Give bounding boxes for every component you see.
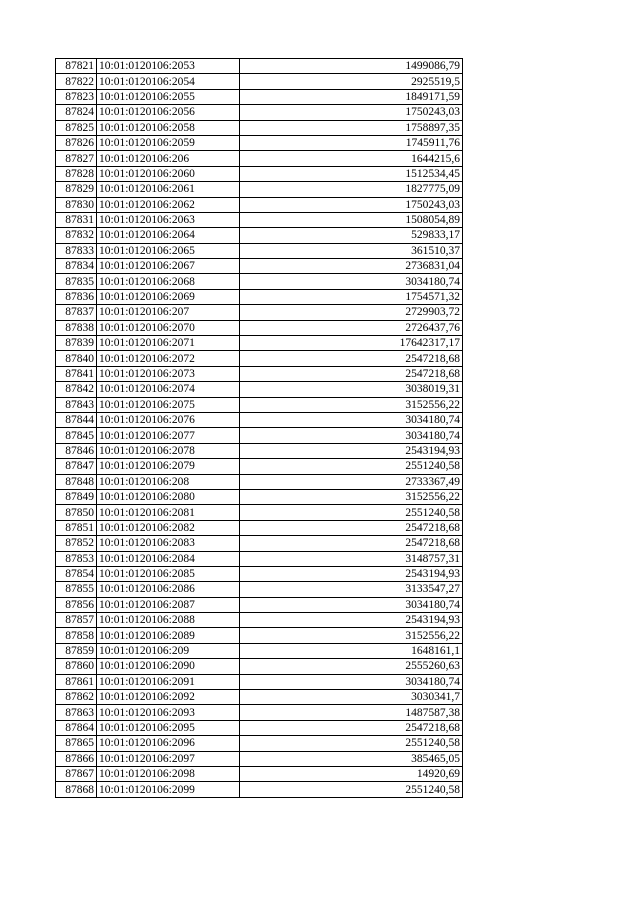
cadastral-number-cell: 10:01:0120106:207 bbox=[97, 305, 240, 320]
row-number-cell: 87828 bbox=[56, 166, 97, 181]
table-row bbox=[56, 443, 463, 458]
table-row bbox=[56, 212, 463, 227]
table-row bbox=[56, 412, 463, 427]
row-number-cell: 87839 bbox=[56, 336, 97, 351]
cadastral-value-cell: 3034180,74 bbox=[240, 597, 463, 612]
cadastral-number-cell: 10:01:0120106:2096 bbox=[97, 736, 240, 751]
row-number-cell: 87837 bbox=[56, 305, 97, 320]
cadastral-value-cell: 3038019,31 bbox=[240, 382, 463, 397]
cadastral-number-cell: 10:01:0120106:2073 bbox=[97, 366, 240, 381]
cadastral-number-cell: 10:01:0120106:2085 bbox=[97, 566, 240, 581]
row-number-cell: 87844 bbox=[56, 412, 97, 427]
table-row bbox=[56, 520, 463, 535]
cadastral-number-cell: 10:01:0120106:2062 bbox=[97, 197, 240, 212]
cadastral-number-cell: 10:01:0120106:2063 bbox=[97, 212, 240, 227]
cadastral-value-cell: 2547218,68 bbox=[240, 351, 463, 366]
cadastral-number-cell: 10:01:0120106:2055 bbox=[97, 89, 240, 104]
row-number-cell: 87821 bbox=[56, 59, 97, 74]
cadastral-number-cell: 10:01:0120106:2070 bbox=[97, 320, 240, 335]
row-number-cell: 87825 bbox=[56, 120, 97, 135]
cadastral-value-cell: 3152556,22 bbox=[240, 489, 463, 504]
row-number-cell: 87852 bbox=[56, 536, 97, 551]
cadastral-value-cell: 3152556,22 bbox=[240, 397, 463, 412]
table-row bbox=[56, 736, 463, 751]
cadastral-value-cell: 3034180,74 bbox=[240, 428, 463, 443]
cadastral-number-cell: 10:01:0120106:2092 bbox=[97, 690, 240, 705]
cadastral-value-cell: 2733367,49 bbox=[240, 474, 463, 489]
cadastral-number-cell: 10:01:0120106:2084 bbox=[97, 551, 240, 566]
row-number-cell: 87863 bbox=[56, 705, 97, 720]
cadastral-number-cell: 10:01:0120106:209 bbox=[97, 643, 240, 658]
table-row bbox=[56, 566, 463, 581]
cadastral-number-cell: 10:01:0120106:2091 bbox=[97, 674, 240, 689]
cadastral-value-cell: 2547218,68 bbox=[240, 536, 463, 551]
cadastral-number-cell: 10:01:0120106:2083 bbox=[97, 536, 240, 551]
table-row bbox=[56, 166, 463, 181]
cadastral-value-cell: 1849171,59 bbox=[240, 89, 463, 104]
table-body bbox=[56, 59, 463, 798]
row-number-cell: 87843 bbox=[56, 397, 97, 412]
table-row bbox=[56, 320, 463, 335]
row-number-cell: 87857 bbox=[56, 613, 97, 628]
cadastral-number-cell: 10:01:0120106:2074 bbox=[97, 382, 240, 397]
row-number-cell: 87867 bbox=[56, 766, 97, 781]
table-row bbox=[56, 74, 463, 89]
cadastral-value-cell: 1750243,03 bbox=[240, 105, 463, 120]
table-row bbox=[56, 351, 463, 366]
cadastral-value-cell: 2551240,58 bbox=[240, 505, 463, 520]
cadastral-number-cell: 10:01:0120106:2079 bbox=[97, 459, 240, 474]
table-row bbox=[56, 674, 463, 689]
row-number-cell: 87829 bbox=[56, 182, 97, 197]
row-number-cell: 87864 bbox=[56, 720, 97, 735]
cadastral-value-cell: 529833,17 bbox=[240, 228, 463, 243]
row-number-cell: 87826 bbox=[56, 135, 97, 150]
table-row bbox=[56, 690, 463, 705]
cadastral-number-cell: 10:01:0120106:2080 bbox=[97, 489, 240, 504]
row-number-cell: 87860 bbox=[56, 659, 97, 674]
row-number-cell: 87854 bbox=[56, 566, 97, 581]
cadastral-value-cell: 1487587,38 bbox=[240, 705, 463, 720]
cadastral-number-cell: 10:01:0120106:2060 bbox=[97, 166, 240, 181]
cadastral-value-cell: 14920,69 bbox=[240, 766, 463, 781]
table-row bbox=[56, 659, 463, 674]
row-number-cell: 87833 bbox=[56, 243, 97, 258]
cadastral-value-cell: 3148757,31 bbox=[240, 551, 463, 566]
row-number-cell: 87859 bbox=[56, 643, 97, 658]
row-number-cell: 87830 bbox=[56, 197, 97, 212]
row-number-cell: 87846 bbox=[56, 443, 97, 458]
row-number-cell: 87850 bbox=[56, 505, 97, 520]
cadastral-value-cell: 2729903,72 bbox=[240, 305, 463, 320]
table-row bbox=[56, 643, 463, 658]
cadastral-number-cell: 10:01:0120106:2095 bbox=[97, 720, 240, 735]
row-number-cell: 87832 bbox=[56, 228, 97, 243]
row-number-cell: 87855 bbox=[56, 582, 97, 597]
row-number-cell: 87865 bbox=[56, 736, 97, 751]
cadastral-number-cell: 10:01:0120106:2093 bbox=[97, 705, 240, 720]
row-number-cell: 87858 bbox=[56, 628, 97, 643]
cadastral-number-cell: 10:01:0120106:2061 bbox=[97, 182, 240, 197]
cadastral-number-cell: 10:01:0120106:2077 bbox=[97, 428, 240, 443]
row-number-cell: 87862 bbox=[56, 690, 97, 705]
row-number-cell: 87834 bbox=[56, 259, 97, 274]
cadastral-number-cell: 10:01:0120106:206 bbox=[97, 151, 240, 166]
row-number-cell: 87856 bbox=[56, 597, 97, 612]
row-number-cell: 87853 bbox=[56, 551, 97, 566]
table-row bbox=[56, 489, 463, 504]
cadastral-value-cell: 1758897,35 bbox=[240, 120, 463, 135]
cadastral-value-cell: 2555260,63 bbox=[240, 659, 463, 674]
table-row bbox=[56, 243, 463, 258]
cadastral-value-cell: 3034180,74 bbox=[240, 274, 463, 289]
row-number-cell: 87841 bbox=[56, 366, 97, 381]
cadastral-number-cell: 10:01:0120106:2069 bbox=[97, 289, 240, 304]
cadastral-value-cell: 2543194,93 bbox=[240, 443, 463, 458]
table-row bbox=[56, 597, 463, 612]
table-row bbox=[56, 582, 463, 597]
row-number-cell: 87866 bbox=[56, 751, 97, 766]
table-row bbox=[56, 135, 463, 150]
cadastral-number-cell: 10:01:0120106:2082 bbox=[97, 520, 240, 535]
cadastral-number-cell: 10:01:0120106:2056 bbox=[97, 105, 240, 120]
cadastral-value-cell: 1750243,03 bbox=[240, 197, 463, 212]
cadastral-number-cell: 10:01:0120106:2054 bbox=[97, 74, 240, 89]
cadastral-value-cell: 2543194,93 bbox=[240, 613, 463, 628]
cadastral-value-cell: 2551240,58 bbox=[240, 459, 463, 474]
cadastral-value-cell: 3030341,7 bbox=[240, 690, 463, 705]
cadastral-value-cell: 1648161,1 bbox=[240, 643, 463, 658]
cadastral-number-cell: 10:01:0120106:2067 bbox=[97, 259, 240, 274]
row-number-cell: 87824 bbox=[56, 105, 97, 120]
row-number-cell: 87835 bbox=[56, 274, 97, 289]
cadastral-number-cell: 10:01:0120106:2087 bbox=[97, 597, 240, 612]
cadastral-value-cell: 3034180,74 bbox=[240, 412, 463, 427]
table-row bbox=[56, 228, 463, 243]
table-row bbox=[56, 336, 463, 351]
cadastral-number-cell: 10:01:0120106:2081 bbox=[97, 505, 240, 520]
cadastral-number-cell: 10:01:0120106:2090 bbox=[97, 659, 240, 674]
row-number-cell: 87845 bbox=[56, 428, 97, 443]
table-row bbox=[56, 459, 463, 474]
table-row bbox=[56, 382, 463, 397]
cadastral-number-cell: 10:01:0120106:2053 bbox=[97, 59, 240, 74]
cadastral-value-cell: 2726437,76 bbox=[240, 320, 463, 335]
cadastral-number-cell: 10:01:0120106:2072 bbox=[97, 351, 240, 366]
table-row bbox=[56, 259, 463, 274]
cadastral-number-cell: 10:01:0120106:2065 bbox=[97, 243, 240, 258]
cadastral-value-cell: 1827775,09 bbox=[240, 182, 463, 197]
cadastral-number-cell: 10:01:0120106:2088 bbox=[97, 613, 240, 628]
cadastral-value-cell: 3152556,22 bbox=[240, 628, 463, 643]
table-row bbox=[56, 766, 463, 781]
table-row bbox=[56, 505, 463, 520]
cadastral-value-cell: 2543194,93 bbox=[240, 566, 463, 581]
table-row bbox=[56, 120, 463, 135]
row-number-cell: 87822 bbox=[56, 74, 97, 89]
row-number-cell: 87849 bbox=[56, 489, 97, 504]
cadastral-value-cell: 1754571,32 bbox=[240, 289, 463, 304]
cadastral-value-cell: 17642317,17 bbox=[240, 336, 463, 351]
table-row bbox=[56, 613, 463, 628]
cadastral-number-cell: 10:01:0120106:2058 bbox=[97, 120, 240, 135]
cadastral-value-cell: 2547218,68 bbox=[240, 520, 463, 535]
row-number-cell: 87848 bbox=[56, 474, 97, 489]
cadastral-value-cell: 2736831,04 bbox=[240, 259, 463, 274]
table-row bbox=[56, 782, 463, 797]
row-number-cell: 87823 bbox=[56, 89, 97, 104]
cadastral-value-cell: 1644215,6 bbox=[240, 151, 463, 166]
table-row bbox=[56, 536, 463, 551]
table-row bbox=[56, 105, 463, 120]
cadastral-number-cell: 10:01:0120106:2059 bbox=[97, 135, 240, 150]
cadastral-number-cell: 10:01:0120106:2086 bbox=[97, 582, 240, 597]
row-number-cell: 87847 bbox=[56, 459, 97, 474]
cadastral-value-cell: 361510,37 bbox=[240, 243, 463, 258]
cadastral-value-cell: 1499086,79 bbox=[240, 59, 463, 74]
cadastral-number-cell: 10:01:0120106:2098 bbox=[97, 766, 240, 781]
table-row bbox=[56, 289, 463, 304]
cadastral-value-cell: 1508054,89 bbox=[240, 212, 463, 227]
cadastral-number-cell: 10:01:0120106:2068 bbox=[97, 274, 240, 289]
cadastral-number-cell: 10:01:0120106:208 bbox=[97, 474, 240, 489]
table-row bbox=[56, 197, 463, 212]
row-number-cell: 87831 bbox=[56, 212, 97, 227]
cadastral-number-cell: 10:01:0120106:2078 bbox=[97, 443, 240, 458]
cadastral-value-cell: 2551240,58 bbox=[240, 736, 463, 751]
cadastral-value-cell: 2547218,68 bbox=[240, 720, 463, 735]
cadastral-number-cell: 10:01:0120106:2097 bbox=[97, 751, 240, 766]
cadastral-value-cell: 2551240,58 bbox=[240, 782, 463, 797]
cadastral-value-table bbox=[55, 58, 463, 798]
table-row bbox=[56, 151, 463, 166]
cadastral-value-cell: 3133547,27 bbox=[240, 582, 463, 597]
table-row bbox=[56, 182, 463, 197]
cadastral-number-cell: 10:01:0120106:2071 bbox=[97, 336, 240, 351]
row-number-cell: 87851 bbox=[56, 520, 97, 535]
table-row bbox=[56, 751, 463, 766]
row-number-cell: 87842 bbox=[56, 382, 97, 397]
cadastral-value-cell: 1512534,45 bbox=[240, 166, 463, 181]
table-row bbox=[56, 59, 463, 74]
row-number-cell: 87861 bbox=[56, 674, 97, 689]
table-row bbox=[56, 720, 463, 735]
row-number-cell: 87827 bbox=[56, 151, 97, 166]
cadastral-value-cell: 2925519,5 bbox=[240, 74, 463, 89]
cadastral-value-cell: 1745911,76 bbox=[240, 135, 463, 150]
table-row bbox=[56, 366, 463, 381]
table-row bbox=[56, 628, 463, 643]
cadastral-number-cell: 10:01:0120106:2075 bbox=[97, 397, 240, 412]
table-row bbox=[56, 89, 463, 104]
table-row bbox=[56, 305, 463, 320]
cadastral-value-cell: 385465,05 bbox=[240, 751, 463, 766]
cadastral-value-cell: 3034180,74 bbox=[240, 674, 463, 689]
table-row bbox=[56, 551, 463, 566]
cadastral-number-cell: 10:01:0120106:2089 bbox=[97, 628, 240, 643]
table-row bbox=[56, 428, 463, 443]
row-number-cell: 87840 bbox=[56, 351, 97, 366]
table-row bbox=[56, 274, 463, 289]
cadastral-number-cell: 10:01:0120106:2076 bbox=[97, 412, 240, 427]
table-row bbox=[56, 474, 463, 489]
row-number-cell: 87838 bbox=[56, 320, 97, 335]
cadastral-value-cell: 2547218,68 bbox=[240, 366, 463, 381]
table-row bbox=[56, 705, 463, 720]
cadastral-number-cell: 10:01:0120106:2064 bbox=[97, 228, 240, 243]
row-number-cell: 87868 bbox=[56, 782, 97, 797]
table-row bbox=[56, 397, 463, 412]
row-number-cell: 87836 bbox=[56, 289, 97, 304]
cadastral-number-cell: 10:01:0120106:2099 bbox=[97, 782, 240, 797]
